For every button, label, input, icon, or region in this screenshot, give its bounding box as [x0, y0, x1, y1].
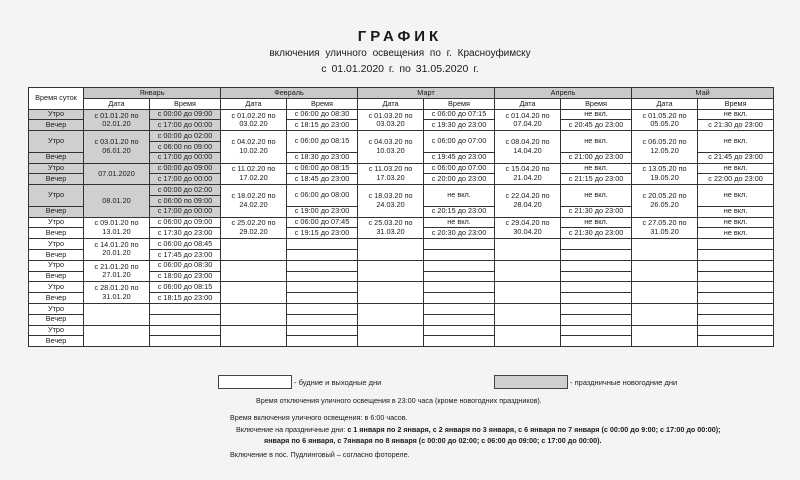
empty-cell [424, 336, 495, 347]
empty-cell [287, 260, 358, 271]
document-period: с 01.01.2020 г. по 31.05.2020 г. [321, 63, 479, 75]
col-date: Дата [495, 98, 561, 109]
time-cell: с 21:45 до 23:00 [698, 152, 774, 163]
empty-cell [221, 239, 287, 261]
time-cell: с 06:00 до 08:15 [287, 131, 358, 153]
empty-cell [150, 336, 221, 347]
empty-cell [287, 314, 358, 325]
time-cell: с 20:00 до 23:00 [424, 174, 495, 185]
empty-cell [221, 325, 287, 347]
note-holidays-line2: января по 6 января, с 7января по 8 января (с 00:00 до 02:00; с 06:00 до 09:00; с 17:00 до 00:00). [264, 436, 602, 445]
empty-cell [424, 293, 495, 304]
time-cell: с 21:30 до 23:00 [561, 206, 632, 217]
time-cell: с 20:30 до 23:00 [424, 228, 495, 239]
time-cell: не вкл. [698, 163, 774, 174]
month-header-feb: Февраль [221, 88, 358, 99]
empty-cell [358, 303, 424, 325]
date-cell: с 13.05.20 по 19.05.20 [632, 163, 698, 185]
empty-cell [424, 260, 495, 271]
empty-cell [287, 293, 358, 304]
date-cell: с 18.03.20 по 24.03.20 [358, 185, 424, 217]
time-cell: с 06:00 по 09:00 [150, 195, 221, 206]
empty-cell [424, 271, 495, 282]
time-cell: с 20:45 до 23:00 [561, 120, 632, 131]
empty-cell [698, 260, 774, 271]
date-cell: с 27.05.20 по 31.05.20 [632, 217, 698, 239]
empty-cell [84, 325, 150, 347]
empty-cell [287, 282, 358, 293]
row-label: Вечер [29, 174, 84, 185]
time-cell: не вкл. [561, 217, 632, 228]
time-cell: с 06:00 до 08:30 [150, 260, 221, 271]
time-cell: с 06:00 до 08:30 [287, 109, 358, 120]
time-cell: с 06:00 до 08:15 [287, 163, 358, 174]
row-label: Утро [29, 325, 84, 336]
empty-cell [424, 282, 495, 293]
empty-cell [287, 325, 358, 336]
date-cell: с 29.04.20 по 30.04.20 [495, 217, 561, 239]
time-cell: с 17:45 до 23:00 [150, 249, 221, 260]
time-cell: с 00:00 до 02:00 [150, 185, 221, 196]
time-cell: с 06:00 до 07:00 [424, 163, 495, 174]
date-cell: с 09.01.20 по 13.01.20 [84, 217, 150, 239]
time-cell: с 17:00 до 00:00 [150, 120, 221, 131]
row-label: Вечер [29, 120, 84, 131]
empty-cell [561, 249, 632, 260]
time-cell: не вкл. [698, 217, 774, 228]
time-cell: с 06:00 до 07:15 [424, 109, 495, 120]
time-cell: с 06:00 по 09:00 [150, 141, 221, 152]
time-cell: с 06:00 до 07:45 [287, 217, 358, 228]
time-cell: с 18:45 до 23:00 [287, 174, 358, 185]
date-cell: с 14.01.20 по 20.01.20 [84, 239, 150, 261]
empty-cell [698, 325, 774, 336]
empty-cell [632, 260, 698, 282]
empty-cell [698, 249, 774, 260]
time-cell: с 21:30 до 23:00 [561, 228, 632, 239]
empty-cell [150, 314, 221, 325]
time-cell: с 18:00 до 23:00 [150, 271, 221, 282]
date-cell: с 03.01.20 по 06.01.20 [84, 131, 150, 163]
time-cell: с 00:00 до 02:00 [150, 131, 221, 142]
empty-cell [561, 260, 632, 271]
time-cell: не вкл. [698, 185, 774, 207]
empty-cell [561, 271, 632, 282]
time-cell: не вкл. [424, 185, 495, 207]
time-cell: с 17:30 до 23:00 [150, 228, 221, 239]
date-cell: с 22.04.20 по 28.04.20 [495, 185, 561, 217]
date-cell: с 21.01.20 по 27.01.20 [84, 260, 150, 282]
time-cell: с 19:15 до 23:00 [287, 228, 358, 239]
empty-cell [698, 336, 774, 347]
empty-cell [561, 314, 632, 325]
date-cell: с 25.02.20 по 29.02.20 [221, 217, 287, 239]
time-cell: с 19:45 до 23:00 [424, 152, 495, 163]
row-label: Вечер [29, 293, 84, 304]
empty-cell [632, 282, 698, 304]
col-date: Дата [84, 98, 150, 109]
row-label: Вечер [29, 249, 84, 260]
time-cell: с 17:00 до 00:00 [150, 174, 221, 185]
empty-cell [495, 303, 561, 325]
row-label: Утро [29, 260, 84, 271]
empty-cell [424, 303, 495, 314]
empty-cell [698, 282, 774, 293]
date-cell: с 25.03.20 по 31.03.20 [358, 217, 424, 239]
month-header-apr: Апрель [495, 88, 632, 99]
empty-cell [287, 271, 358, 282]
col-time: Время [424, 98, 495, 109]
time-cell: не вкл. [561, 109, 632, 120]
row-label: Утро [29, 185, 84, 207]
empty-cell [358, 325, 424, 347]
col-time: Время [698, 98, 774, 109]
date-cell: с 04.02.20 по 10.02.20 [221, 131, 287, 163]
month-header-mar: Март [358, 88, 495, 99]
time-cell: не вкл. [698, 228, 774, 239]
time-cell: с 17:00 до 00:00 [150, 152, 221, 163]
empty-cell [698, 239, 774, 250]
document-title: ГРАФИК [357, 28, 443, 45]
time-cell: с 21:00 до 23:00 [561, 152, 632, 163]
date-cell: с 01.04.20 по 07.04.20 [495, 109, 561, 131]
empty-cell [561, 325, 632, 336]
row-label: Вечер [29, 314, 84, 325]
date-cell: с 06.05.20 по 12.05.20 [632, 131, 698, 163]
note-holidays [236, 425, 720, 434]
time-cell: с 06:00 до 08:45 [150, 239, 221, 250]
note-holidays-cont [264, 436, 602, 445]
row-label: Вечер [29, 336, 84, 347]
empty-cell [698, 271, 774, 282]
note-holidays-prefix: Включение на праздничные дни: [236, 425, 346, 434]
empty-cell [632, 325, 698, 347]
row-label: Утро [29, 303, 84, 314]
col-time: Время [150, 98, 221, 109]
empty-cell [150, 303, 221, 314]
time-cell: не вкл. [561, 163, 632, 174]
row-label: Вечер [29, 152, 84, 163]
col-time: Время [561, 98, 632, 109]
time-cell: с 21:15 до 23:00 [561, 174, 632, 185]
empty-cell [424, 314, 495, 325]
legend-label-holidays: - праздничные новогодние дни [570, 378, 678, 387]
date-cell: с 04.03.20 по 10.03.20 [358, 131, 424, 163]
time-cell: не вкл. [561, 131, 632, 153]
empty-cell [698, 293, 774, 304]
row-label: Утро [29, 131, 84, 153]
time-cell: с 17:00 до 00:00 [150, 206, 221, 217]
empty-cell [358, 239, 424, 261]
document-subtitle: включения уличного освещения по г. Красноуфимску [269, 48, 531, 59]
date-cell: с 15.04.20 по 21.04.20 [495, 163, 561, 185]
time-cell: с 06:00 до 07:00 [424, 131, 495, 153]
empty-cell [495, 282, 561, 304]
empty-cell [221, 260, 287, 282]
corner-header: Время суток [29, 88, 84, 110]
empty-cell [698, 314, 774, 325]
time-cell: с 00:00 до 09:00 [150, 163, 221, 174]
empty-cell [424, 249, 495, 260]
time-cell: не вкл. [424, 217, 495, 228]
time-cell: с 19:30 до 23:00 [424, 120, 495, 131]
empty-cell [221, 282, 287, 304]
empty-cell [561, 303, 632, 314]
date-cell: с 11.02.20 по 17.02.20 [221, 163, 287, 185]
time-cell: не вкл. [698, 109, 774, 120]
row-label: Вечер [29, 228, 84, 239]
empty-cell [84, 303, 150, 325]
row-label: Утро [29, 217, 84, 228]
time-cell: с 18:15 до 23:00 [287, 120, 358, 131]
time-cell: с 18:15 до 23:00 [150, 293, 221, 304]
note-on-time: Время включения уличного освещения: в 6:00 часов. [230, 413, 408, 422]
schedule-table [28, 87, 774, 347]
date-cell: с 18.02.20 по 24.02.20 [221, 185, 287, 217]
legend-swatch-holidays [494, 375, 568, 389]
col-date: Дата [358, 98, 424, 109]
time-cell: не вкл. [698, 131, 774, 153]
legend-swatch-weekdays [218, 375, 292, 389]
empty-cell [495, 325, 561, 347]
month-header-jan: Январь [84, 88, 221, 99]
row-label: Утро [29, 163, 84, 174]
time-cell: с 06:00 до 08:15 [150, 282, 221, 293]
date-cell: 07.01.2020 [84, 163, 150, 185]
empty-cell [632, 303, 698, 325]
date-cell: с 11.03.20 по 17.03.20 [358, 163, 424, 185]
empty-cell [287, 239, 358, 250]
note-pudlingovy: Включение в пос. Пудлинговый – согласно фотореле. [230, 450, 410, 459]
empty-cell [495, 239, 561, 261]
time-cell: с 19:00 до 23:00 [287, 206, 358, 217]
row-label: Утро [29, 109, 84, 120]
empty-cell [287, 336, 358, 347]
col-date: Дата [632, 98, 698, 109]
row-label: Вечер [29, 271, 84, 282]
row-label: Утро [29, 282, 84, 293]
time-cell: с 18:30 до 23:00 [287, 152, 358, 163]
empty-cell [698, 303, 774, 314]
time-cell: с 06:00 до 09:00 [150, 217, 221, 228]
empty-cell [358, 260, 424, 282]
date-cell: с 01.02.20 по 03.02.20 [221, 109, 287, 131]
empty-cell [561, 282, 632, 293]
time-cell: не вкл. [698, 206, 774, 217]
empty-cell [287, 249, 358, 260]
empty-cell [424, 239, 495, 250]
month-header-may: Май [632, 88, 774, 99]
empty-cell [358, 282, 424, 304]
col-time: Время [287, 98, 358, 109]
time-cell: с 21:30 до 23:00 [698, 120, 774, 131]
time-cell: не вкл. [561, 185, 632, 207]
empty-cell [561, 293, 632, 304]
note-off-time: Время отключения уличного освещения в 23:00 часа (кроме новогодних праздников). [256, 396, 542, 405]
date-cell: с 01.01.20 по 02.01.20 [84, 109, 150, 131]
empty-cell [561, 336, 632, 347]
empty-cell [221, 303, 287, 325]
date-cell: с 01.05.20 по 05.05.20 [632, 109, 698, 131]
date-cell: с 28.01.20 по 31.01.20 [84, 282, 150, 304]
empty-cell [150, 325, 221, 336]
row-label: Вечер [29, 206, 84, 217]
empty-cell [561, 239, 632, 250]
empty-cell [632, 239, 698, 261]
legend-label-weekdays: - будние и выходные дни [294, 378, 382, 387]
note-holidays-line1: с 1 января по 2 января, с 2 января по 3 января, с 6 января по 7 января (с 00:00 до 9:00; с 17:00 до 00:00); [347, 425, 721, 434]
row-label: Утро [29, 239, 84, 250]
time-cell: с 20:15 до 23:00 [424, 206, 495, 217]
time-cell: с 06:00 до 08:00 [287, 185, 358, 207]
date-cell: с 01.03.20 по 03.03.20 [358, 109, 424, 131]
empty-cell [495, 260, 561, 282]
time-cell: с 00:00 до 09:00 [150, 109, 221, 120]
empty-cell [287, 303, 358, 314]
date-cell: с 08.04.20 по 14.04.20 [495, 131, 561, 163]
empty-cell [424, 325, 495, 336]
time-cell: с 22:00 до 23:00 [698, 174, 774, 185]
col-date: Дата [221, 98, 287, 109]
date-cell: 08.01.20 [84, 185, 150, 217]
date-cell: с 20.05.20 по 26.05.20 [632, 185, 698, 217]
